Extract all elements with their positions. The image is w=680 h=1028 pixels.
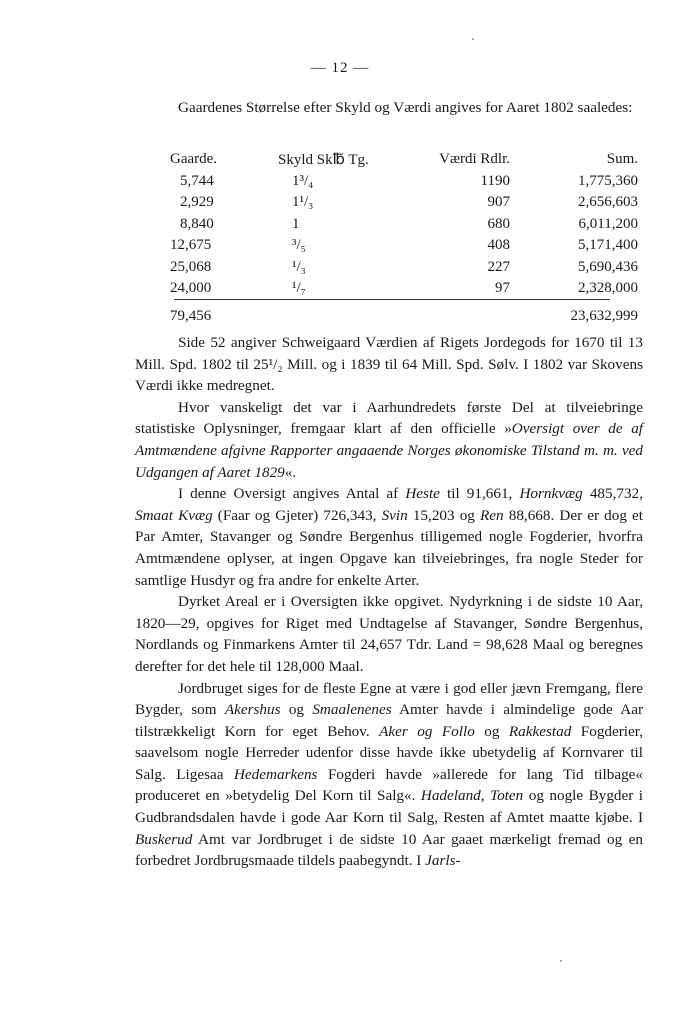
cell-vaerdi: 1190 [480,172,510,189]
cell-skyld: 1¹/₃ [292,194,314,211]
total-divider-line [174,299,610,300]
cell-gaarde: 8,840 [180,215,214,232]
cell-sum: 5,171,400 [578,237,638,254]
table-row [170,235,638,257]
cell-sum: 2,328,000 [578,280,638,297]
cell-gaarde: 25,068 [170,258,212,275]
italic-run: Buskerud [135,830,193,848]
italic-run: Oversigt over de af Amtmændene afgivne Rapporter angaaende Norges økonomiske Tilstand m. m. ved Udgangen af Aaret 1829 [135,420,644,481]
header-gaarde: Gaarde. [170,151,218,168]
header-vaerdi: Værdi Rdlr. [439,151,510,168]
paragraph [135,483,643,591]
table-row [170,214,638,236]
text-run: 485,732, [582,485,643,503]
cell-skyld: 1³/₄ [292,172,314,189]
cell-skyld: 1 [292,215,300,232]
text-run: og [474,722,509,740]
text-run: «. [284,463,297,481]
italic-run: Smaat Kvæg [135,506,213,524]
text-run: Dyrket Areal er i Oversigten ikke opgivet. Nydyrkning i de sidste 10 Aar, 1820—29, opgives for Riget med Undtagelse af Stavanger, Søndre Bergenhus, Nordlands og Finmarkens Amter til 24,657 Tdr. Land = 98,628 Maal og beregnes derefter for det hele til 128,000 Maal. [135,593,643,675]
italic-run: Svin [381,506,408,524]
paper-speck [472,38,474,40]
text-run: Fogderier, saavelsom nogle Herreder udenfor disse havde ikke ubetydelig af Kornvarer til Salg. Ligesaa [135,722,644,783]
italic-run: Rakkestad [508,722,572,740]
italic-run: Hornkvæg [519,485,583,503]
cell-skyld: ¹/₃ [292,258,306,275]
farm-size-table [170,149,638,327]
total-skyld [268,300,420,328]
table-row [170,257,638,279]
text-run: Hvor vanskeligt det var i Aarhundredets første Del at tilveiebringe statistiske Oplysninger, fremgaar klart af den officielle » [135,398,643,438]
total-gaarde: 79,456 [170,307,212,324]
cell-sum: 2,656,603 [578,194,638,211]
cell-vaerdi: 97 [495,280,510,297]
page-number: — 12 — [310,60,370,76]
text-run: 88,668. Der er dog et Par Amter, Stavanger og Søndre Bergenhus tilligemed nogle Fogderier, hvorfra Amtmændene oplyser, at ingen Opgave kan tilveiebringes, fra nogle Steder for samtlige Husdyr og fra andre for enkelte Arter. [135,506,643,589]
paragraph [135,397,643,483]
table-row [170,171,638,193]
italic-run: Hadeland, Toten [420,787,524,805]
cell-vaerdi: 907 [487,194,510,211]
intro-paragraph: Gaardenes Størrelse efter Skyld og Værdi angives for Aaret 1802 saaledes: [178,99,633,116]
italic-run: Aker og Follo [379,722,475,740]
cell-gaarde: 12,675 [170,237,212,254]
cell-sum: 1,775,360 [578,172,638,189]
text-run: og nogle Bygder i Gudbrandsdalen havde i gode Aar Korn til Salg, Resten af Amtet maatte kjøbe. I [135,787,643,827]
table-row [170,278,638,300]
text-run: Amt var Jordbruget i de sidste 10 Aar gaaet mærkeligt fremad og en forbedret Jordbrugsmaade tildels paabegyndt. I [135,830,643,870]
italic-run: Jarls- [425,852,461,870]
table-total-row [170,300,638,328]
italic-run: Smaalenenes [312,701,392,719]
cell-vaerdi: 227 [487,258,510,275]
text-run: Amter havde i almindelige gode Aar tilstrækkeligt Korn for eget Behov. [135,701,644,740]
text-run: og [280,701,313,719]
text-run: (Faar og Gjeter) 726,343, [212,506,382,524]
table-row [170,192,638,214]
cell-gaarde: 24,000 [170,280,212,297]
italic-run: Hedemarkens [233,765,318,783]
body-text [135,332,643,872]
paragraph [135,591,643,677]
text-run: Side 52 angiver Schweigaard Værdien af Rigets Jordegods for 1670 til 13 Mill. Spd. 1802 til 25¹/₂ Mill. og i 1839 til 64 Mill. Spd. Sølv. I 1802 var Skovens Værdi ikke medregnet. [135,334,643,395]
cell-gaarde: 5,744 [180,172,214,189]
total-sum: 23,632,999 [570,307,638,324]
text-run: Jordbruget siges for de fleste Egne at være i god eller jævn Fremgang, flere Bygder, som [135,679,643,719]
cell-vaerdi: 408 [487,237,510,254]
text-run: 15,203 og [407,506,480,524]
text-run: I denne Oversigt angives Antal af [178,485,406,503]
paragraph [135,332,643,397]
italic-run: Ren [480,506,504,524]
table-header-row [170,149,638,171]
paper-speck [560,960,562,962]
italic-run: Akershus [224,701,281,719]
total-vaerdi [420,300,510,328]
header-skyld: Skyld Sk℔ Tg. [278,152,369,169]
cell-vaerdi: 680 [487,215,510,232]
cell-skyld: ¹/₇ [292,280,306,297]
text-run: Fogderi havde »allerede for lang Tid tilbage« produceret en »betydelig Del Korn til Salg«. [135,765,643,805]
cell-sum: 5,690,436 [578,258,638,275]
header-sum: Sum. [606,151,638,168]
cell-sum: 6,011,200 [578,215,638,232]
cell-skyld: ³/₅ [292,237,306,254]
text-run: til 91,661, [439,485,520,503]
cell-gaarde: 2,929 [180,194,214,211]
italic-run: Heste [405,485,440,503]
paragraph [135,678,643,872]
